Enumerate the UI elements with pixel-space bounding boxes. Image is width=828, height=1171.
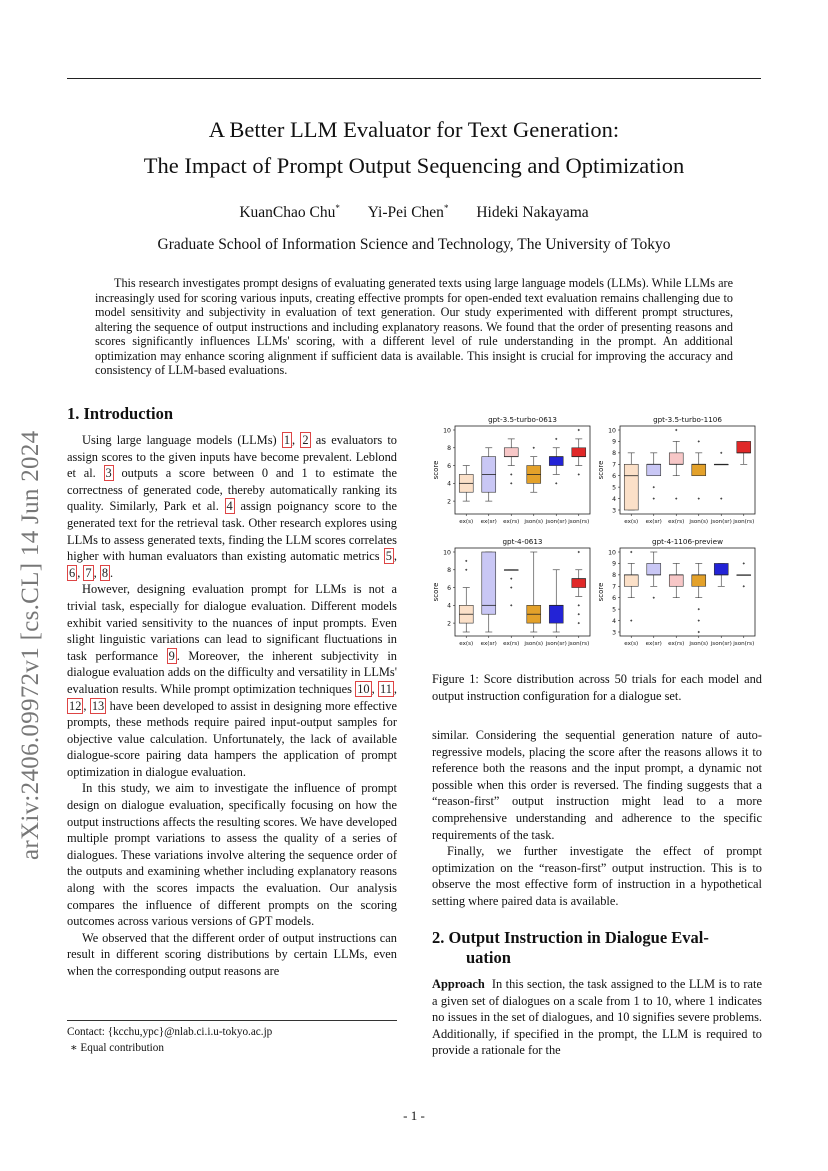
- paragraph: Finally, we further investigate the effect of prompt optimization on the “reason-first” output instruction. This is to observe the most effective form of instruction in a hypothetical setting where paired data is available.: [432, 844, 762, 908]
- y-tick-label: 2: [447, 620, 451, 628]
- box: [572, 579, 586, 588]
- paragraph: Using large language models (LLMs) 1 , 2 as evaluators to assign scores to the given inputs have become prevalent. Leblond et al. 3 outputs a score between 0 and 1 to estimate the correctness of generated code, thereby automatically ranking its quality. Similarly, Park et al. 4 assign poignancy score to the generated text for the retrieval task. Other research explores using LLMs to assess generated texts, finding the LLM scores correlates higher with human evaluators than existing automatic metrics 5 , 6 , 7 , 8 .: [67, 433, 397, 580]
- author: KuanChao Chu*: [239, 203, 340, 222]
- x-tick-label: json(s): [524, 641, 544, 647]
- paragraph: However, designing evaluation prompt for LLMs is not a trivial task, especially for dialogue evaluation. Different models exhibit varied sensitivity to the nuances of input prompts. Even slight linguistic variations can lead to significant fluctuations in task performance 9 . Moreover, the inherent subjectivity in dialogue evaluation adds on the difficulty and versatility in LLMs' evaluation results. While prompt optimization techniques 10 , 11 , 12 , 13 have been developed to assist in designing more effective prompts, these methods require paired input-output samples for objective value calculation. Unfortunately, the lack of available dialogue-score pairing data hampers the application of prompt optimization in dialogue evaluation.: [67, 582, 397, 779]
- box: [647, 563, 661, 574]
- approach-paragraph: Approach In this section, the task assigned to the LLM is to rate a given set of dialogues on a scale from 1 to 10, where 1 indicates no issues in the set of dialogues, and 10 signifies severe problems. Additionally, if specified in the prompt, the LLM is required to provide a rationale for the: [432, 977, 762, 1058]
- box: [482, 552, 496, 614]
- x-tick-label: ex(rs): [668, 641, 685, 647]
- y-tick-label: 10: [608, 549, 616, 557]
- y-tick-label: 6: [612, 595, 616, 603]
- footnote-equal: ∗ Equal contribution: [70, 1042, 164, 1054]
- chart-title: gpt-3.5-turbo-0613: [488, 415, 557, 424]
- intro-body: [67, 432, 397, 980]
- box: [624, 575, 638, 586]
- y-tick-label: 8: [612, 450, 616, 458]
- y-tick-label: 6: [447, 462, 451, 470]
- x-tick-label: ex(sr): [480, 519, 497, 525]
- section-2-heading: 2. Output Instruction in Dialogue Eval- uation: [432, 928, 709, 967]
- y-tick-label: 8: [612, 572, 616, 580]
- x-tick-label: json(s): [689, 641, 709, 647]
- y-axis-label: score: [432, 582, 440, 602]
- y-tick-label: 10: [443, 549, 451, 557]
- y-axis-label: score: [432, 460, 440, 480]
- y-tick-label: 10: [608, 427, 616, 435]
- x-tick-label: ex(s): [459, 519, 474, 525]
- x-tick-label: json(sr): [710, 641, 732, 647]
- abstract: This research investigates prompt designs of evaluating generated texts using large language models (LLMs). While LLMs are increasingly used for scoring various inputs, creating effective prompts for open-ended text evaluation remains challenging due to model sensitivity and subjectivity in evaluation of text generation. Our study experimented with different prompt structures, altering the sequence of output instructions and including explanatory reasons. We found that the order of presenting reasons and scores significantly influences LLMs' scoring, with a different level of rule understanding in the prompt. An additional optimization may enhance scoring alignment if sufficient data is available. This insight is crucial for improving the accuracy and consistency of LLM-based evaluations.: [95, 276, 733, 377]
- box: [572, 448, 586, 457]
- x-tick-label: json(rs): [733, 641, 755, 647]
- x-tick-label: ex(sr): [645, 519, 662, 525]
- box: [692, 464, 706, 475]
- chart-title: gpt-4-1106-preview: [652, 537, 723, 546]
- y-axis-label: score: [597, 582, 605, 602]
- footnote-contact: Contact: {kcchu,ypc}@nlab.ci.i.u-tokyo.ac.jp: [67, 1026, 273, 1038]
- box: [647, 464, 661, 475]
- affiliation: Graduate School of Information Science and Technology, The University of Tokyo: [157, 236, 671, 253]
- chart-title: gpt-4-0613: [502, 537, 543, 546]
- y-tick-label: 8: [447, 445, 451, 453]
- x-tick-label: json(s): [689, 519, 709, 525]
- x-tick-label: ex(rs): [503, 641, 520, 647]
- y-tick-label: 2: [447, 498, 451, 506]
- paragraph: similar. Considering the sequential generation nature of auto-regressive models, placing the score after the reasons allows it to reference both the reasons and the input prompt, a dynamic not possible when this order is reversed. The finding suggests that a “reason-first” output instruction might lead to a more comprehensive understanding and adherence to the specific requirements of the task.: [432, 728, 762, 842]
- box: [669, 575, 683, 586]
- boxplot-figure: [430, 408, 764, 664]
- y-tick-label: 5: [612, 606, 616, 614]
- x-tick-label: ex(sr): [645, 641, 662, 647]
- box: [504, 448, 518, 457]
- box: [714, 563, 728, 574]
- chart-frame: [455, 426, 590, 514]
- author: Hideki Nakayama: [476, 204, 589, 222]
- y-tick-label: 7: [612, 461, 616, 469]
- y-tick-label: 4: [447, 480, 451, 488]
- y-tick-label: 7: [612, 583, 616, 591]
- box: [549, 457, 563, 466]
- y-tick-label: 9: [612, 438, 616, 446]
- page-number: - 1 -: [403, 1108, 425, 1123]
- x-tick-label: ex(s): [459, 641, 474, 647]
- y-tick-label: 5: [612, 484, 616, 492]
- figure-1: [430, 408, 764, 664]
- author-list: [67, 203, 761, 222]
- box: [549, 605, 563, 623]
- y-tick-label: 3: [612, 629, 616, 637]
- y-tick-label: 4: [447, 602, 451, 610]
- x-tick-label: json(sr): [545, 519, 567, 525]
- footnote-rule: [67, 1020, 397, 1021]
- y-axis-label: score: [597, 460, 605, 480]
- y-tick-label: 10: [443, 427, 451, 435]
- x-tick-label: ex(rs): [503, 519, 520, 525]
- x-tick-label: ex(sr): [480, 641, 497, 647]
- y-tick-label: 6: [447, 584, 451, 592]
- paper-title-line1: A Better LLM Evaluator for Text Generation:: [208, 117, 620, 142]
- chart-frame: [455, 548, 590, 636]
- box: [692, 575, 706, 586]
- x-tick-label: json(sr): [710, 519, 732, 525]
- box: [624, 464, 638, 510]
- x-tick-label: json(sr): [545, 641, 567, 647]
- x-tick-label: ex(s): [624, 641, 639, 647]
- y-tick-label: 4: [612, 617, 616, 625]
- y-tick-label: 4: [612, 495, 616, 503]
- paper-title-line2: The Impact of Prompt Output Sequencing and Optimization: [143, 153, 685, 178]
- figure-caption: Figure 1: Score distribution across 50 trials for each model and output instruction configuration for a dialogue set.: [432, 672, 762, 703]
- x-tick-label: ex(s): [624, 519, 639, 525]
- y-tick-label: 3: [612, 507, 616, 515]
- x-tick-label: json(rs): [733, 519, 755, 525]
- y-tick-label: 6: [612, 473, 616, 481]
- box: [669, 453, 683, 464]
- box: [737, 441, 751, 452]
- x-tick-label: ex(rs): [668, 519, 685, 525]
- chart-frame: [620, 426, 755, 514]
- x-tick-label: json(rs): [568, 519, 590, 525]
- paragraph: We observed that the different order of output instructions can result in different scoring distributions by certain LLMs, even when the corresponding output reasons are: [67, 930, 397, 978]
- x-tick-label: json(rs): [568, 641, 590, 647]
- chart-title: gpt-3.5-turbo-1106: [653, 415, 722, 424]
- y-tick-label: 8: [447, 567, 451, 575]
- author: Yi-Pei Chen*: [367, 203, 449, 222]
- section-1-heading: 1. Introduction: [67, 404, 174, 423]
- y-tick-label: 9: [612, 560, 616, 568]
- top-rule: [67, 78, 761, 79]
- paragraph: In this study, we aim to investigate the influence of prompt design on dialogue evaluation, specifically focusing on how the output instructions affects the resulting scores. We have developed multiple prompt variations to assess the quality of a series of dialogues. These variations involve altering the sequence order of the outputs and examining whether including explanatory reasons along with the scores impacts the evaluation. Our analysis compares the influence of different prompts on the scoring outcomes across various versions of GPT models.: [67, 781, 397, 929]
- chart-frame: [620, 548, 755, 636]
- arxiv-stamp: arXiv:2406.09972v1 [cs.CL] 14 Jun 2024: [17, 430, 44, 860]
- x-tick-label: json(s): [524, 519, 544, 525]
- right-body: [432, 727, 762, 910]
